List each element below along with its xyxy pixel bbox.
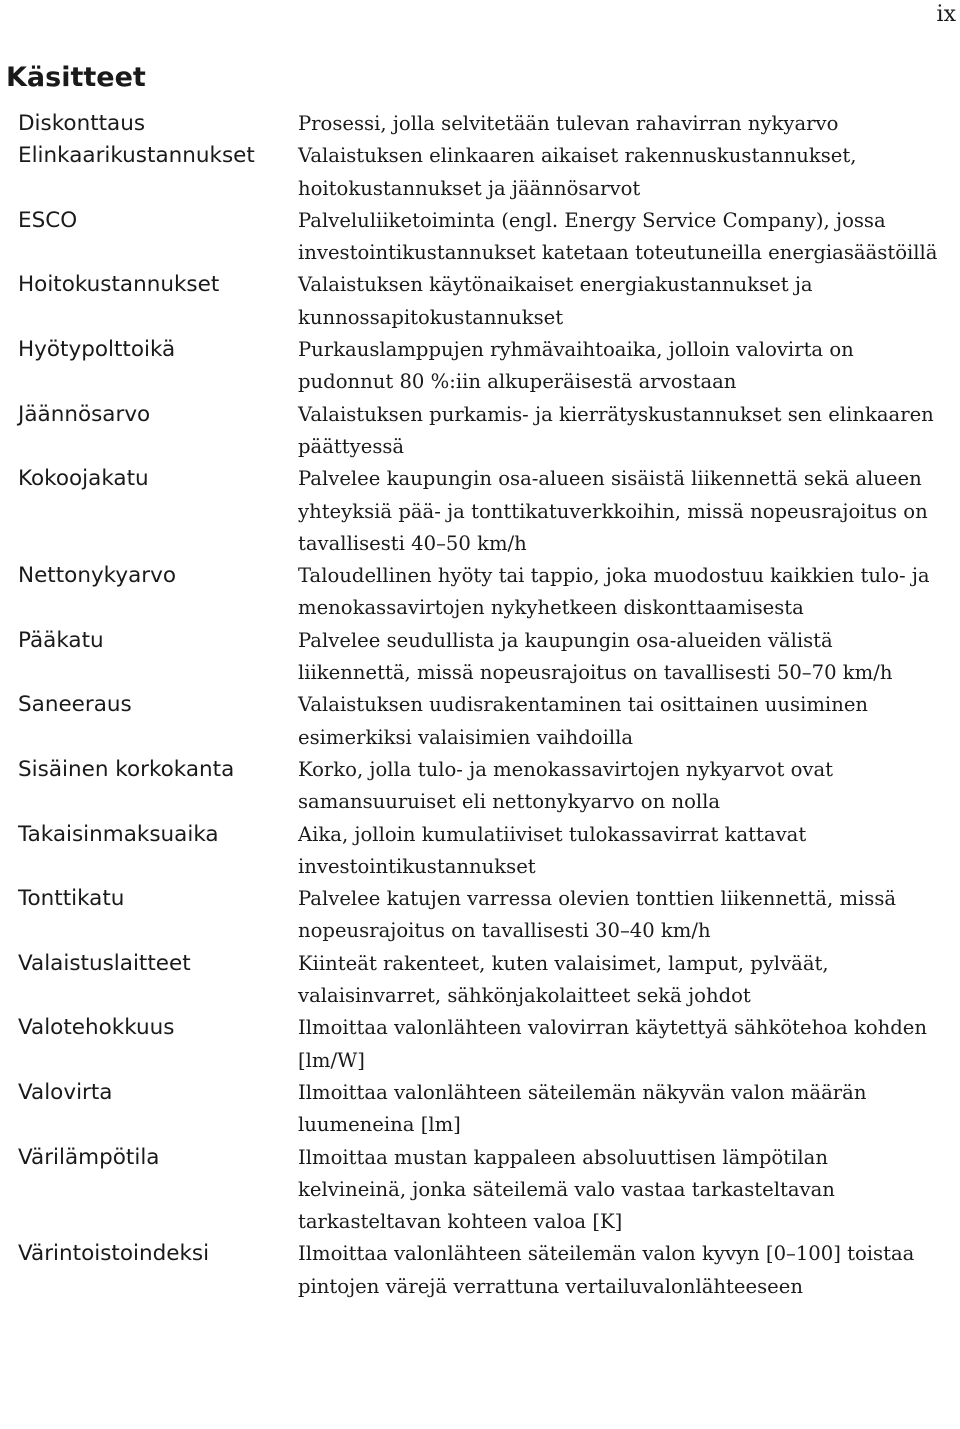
glossary-definition: Valaistuksen purkamis- ja kierrätyskustannukset sen elinkaaren päättyessä (298, 402, 934, 458)
glossary-definition: Palvelee katujen varressa olevien tonttien liikennettä, missä nopeusrajoitus on tavallisesti 30–40 km/h (298, 887, 897, 943)
glossary-term: Jäännösarvo (18, 401, 151, 427)
glossary-entry (18, 399, 948, 464)
glossary-term: Takaisinmaksuaika (18, 821, 219, 847)
glossary-definition: Korko, jolla tulo- ja menokassavirtojen nykyarvot ovat samansuuruiset eli nettonykyarvo on nolla (298, 757, 834, 814)
glossary-term: Valovirta (18, 1079, 113, 1105)
glossary-entry (18, 754, 948, 819)
glossary-list (18, 108, 948, 1303)
glossary-definition: Prosessi, jolla selvitetään tulevan rahavirran nykyarvo (298, 112, 839, 135)
glossary-term: Elinkaarikustannukset (18, 143, 255, 169)
glossary-definition: Palvelee seudullista ja kaupungin osa-alueiden välistä liikennettä, missä nopeusrajoitus on tavallisesti 50–70 km/h (298, 628, 893, 685)
glossary-term: Pääkatu (18, 627, 104, 653)
glossary-definition: Valaistuksen uudisrakentaminen tai osittainen uusiminen esimerkiksi valaisimien vaihdoilla (298, 693, 869, 749)
glossary-entry (18, 883, 948, 948)
section-title: Käsitteet (6, 62, 146, 93)
glossary-entry (18, 1077, 948, 1142)
glossary-definition: Ilmoittaa valonlähteen valovirran käytettyä sähkötehoa kohden [lm/W] (298, 1016, 927, 1072)
glossary-definition: Ilmoittaa valonlähteen säteilemän näkyvän valon määrän luumeneina [lm] (298, 1080, 867, 1137)
glossary-term: Sisäinen korkokanta (18, 756, 235, 782)
glossary-term: Hyötypolttoikä (18, 337, 176, 363)
glossary-definition: Valaistuksen elinkaaren aikaiset rakennuskustannukset, hoitokustannukset ja jäännösarvot (298, 144, 857, 200)
glossary-entry (18, 1238, 948, 1303)
glossary-entry (18, 560, 948, 625)
glossary-entry (18, 689, 948, 754)
glossary-definition: Ilmoittaa mustan kappaleen absoluuttisen lämpötilan kelvineinä, jonka säteilemä valo vastaa tarkasteltavan tarkasteltavan kohteen valoa [K] (298, 1145, 835, 1234)
page-number: ix (936, 2, 956, 27)
glossary-term: ESCO (18, 207, 78, 233)
glossary-term: Diskonttaus (18, 111, 146, 136)
glossary-term: Saneeraus (18, 692, 132, 718)
glossary-term: Värilämpötila (18, 1144, 160, 1170)
glossary-entry (18, 1142, 948, 1239)
glossary-entry (18, 463, 948, 560)
glossary-entry (18, 334, 948, 399)
glossary-definition: Palveluliiketoiminta (engl. Energy Service Company), jossa investointikustannukset katetaan toteutuneilla energiasäästöillä (298, 208, 938, 265)
glossary-term: Hoitokustannukset (18, 272, 220, 298)
glossary-entry (18, 140, 948, 205)
glossary-definition: Kiinteät rakenteet, kuten valaisimet, lamput, pylväät, valaisinvarret, sähkönjakolaitteet sekä johdot (298, 951, 829, 1008)
glossary-entry (18, 108, 948, 140)
glossary-definition: Aika, jolloin kumulatiiviset tulokassavirrat kattavat investointikustannukset (298, 822, 807, 878)
glossary-entry (18, 819, 948, 884)
glossary-term: Valaistuslaitteet (18, 950, 191, 976)
glossary-entry (18, 205, 948, 270)
glossary-definition: Valaistuksen käytönaikaiset energiakustannukset ja kunnossapitokustannukset (298, 273, 813, 329)
glossary-definition: Purkauslamppujen ryhmävaihtoaika, jolloin valovirta on pudonnut 80 %:iin alkuperäisestä arvostaan (298, 338, 854, 394)
glossary-entry (18, 625, 948, 690)
glossary-term: Nettonykyarvo (18, 563, 176, 589)
glossary-term: Valotehokkuus (18, 1015, 175, 1041)
glossary-entry (18, 1012, 948, 1077)
glossary-definition: Palvelee kaupungin osa-alueen sisäistä liikennettä sekä alueen yhteyksiä pää- ja tonttikatuverkkoihin, missä nopeusrajoitus on tavallisesti 40–50 km/h (298, 467, 928, 555)
glossary-entry (18, 269, 948, 334)
glossary-entry (18, 948, 948, 1013)
glossary-definition: Ilmoittaa valonlähteen säteilemän valon kyvyn [0–100] toistaa pintojen värejä verrattuna vertailuvalonlähteeseen (298, 1242, 915, 1298)
glossary-term: Kokoojakatu (18, 466, 149, 492)
glossary-term: Tonttikatu (18, 886, 125, 912)
glossary-definition: Taloudellinen hyöty tai tappio, joka muodostuu kaikkien tulo- ja menokassavirtojen nykyhetkeen diskonttaamisesta (298, 564, 930, 620)
glossary-term: Värintoistoindeksi (18, 1241, 210, 1267)
